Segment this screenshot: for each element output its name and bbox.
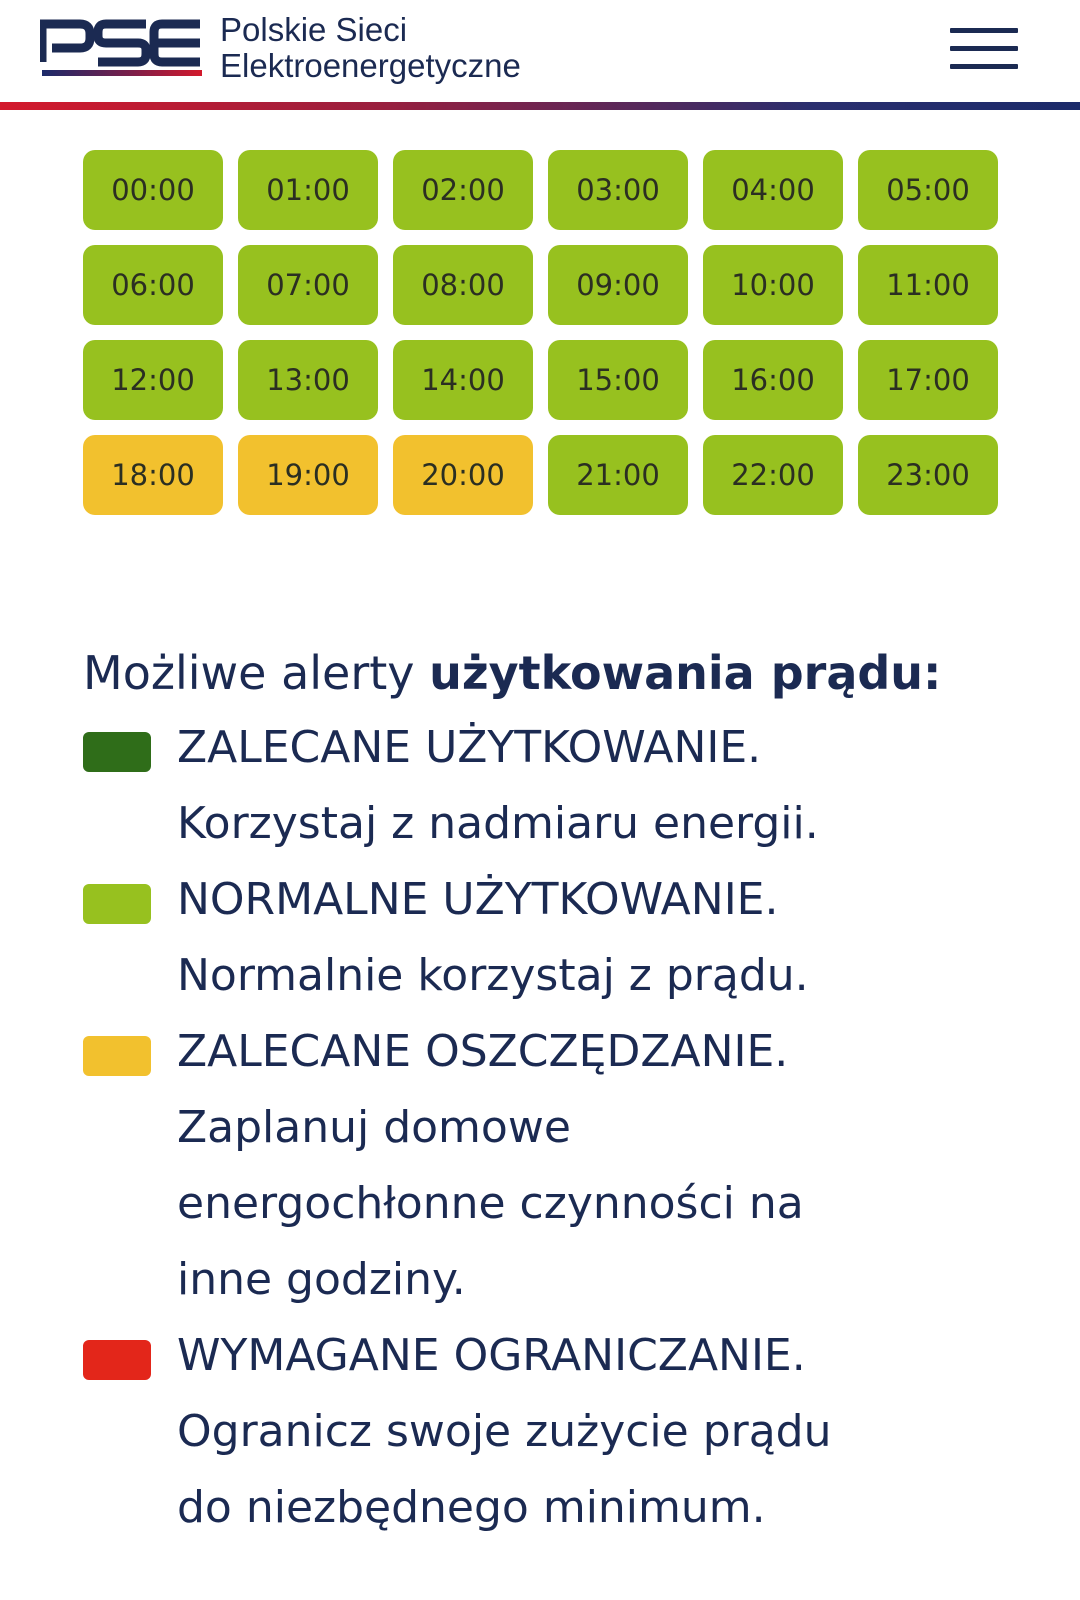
hour-tile[interactable]: 10:00 <box>703 245 843 325</box>
hour-tile[interactable]: 00:00 <box>83 150 223 230</box>
legend-title <box>83 640 1043 706</box>
hour-tile[interactable]: 15:00 <box>548 340 688 420</box>
hour-tile[interactable]: 20:00 <box>393 435 533 515</box>
legend-color-swatch <box>83 884 151 924</box>
hour-tile[interactable]: 19:00 <box>238 435 378 515</box>
legend-item-heading: ZALECANE OSZCZĘDZANIE. <box>177 1026 789 1077</box>
legend-title-bold: użytkowania prądu: <box>429 646 942 700</box>
legend-item-limit <box>83 1318 1043 1546</box>
hour-tile[interactable]: 13:00 <box>238 340 378 420</box>
hour-tile[interactable]: 14:00 <box>393 340 533 420</box>
legend-item-heading: ZALECANE UŻYTKOWANIE. <box>177 722 762 773</box>
hour-tile[interactable]: 11:00 <box>858 245 998 325</box>
legend-color-swatch <box>83 732 151 772</box>
hour-tile[interactable]: 08:00 <box>393 245 533 325</box>
legend-item-description: do niezbędnego minimum. <box>177 1482 766 1533</box>
brand-line-2: Elektroenergetyczne <box>220 47 521 84</box>
hour-tile[interactable]: 01:00 <box>238 150 378 230</box>
hourly-alert-grid <box>83 150 999 515</box>
hour-tile[interactable]: 04:00 <box>703 150 843 230</box>
header-gradient-stripe <box>0 102 1080 110</box>
brand-line-1: Polskie Sieci <box>220 11 408 48</box>
hamburger-menu-button[interactable] <box>950 26 1018 74</box>
hour-tile[interactable]: 05:00 <box>858 150 998 230</box>
hour-tile[interactable]: 09:00 <box>548 245 688 325</box>
legend-item-description: Zaplanuj domowe <box>177 1102 571 1153</box>
legend-item-saving <box>83 1014 1043 1318</box>
hour-tile[interactable]: 12:00 <box>83 340 223 420</box>
legend-title-regular: Możliwe alerty <box>83 646 430 700</box>
menu-bar <box>950 46 1018 51</box>
hour-tile[interactable]: 18:00 <box>83 435 223 515</box>
hour-tile[interactable]: 03:00 <box>548 150 688 230</box>
legend-color-swatch <box>83 1340 151 1380</box>
legend-item-recommended <box>83 710 1043 862</box>
pse-logo-mark <box>40 16 206 78</box>
legend-item-heading: NORMALNE UŻYTKOWANIE. <box>177 874 779 925</box>
hour-tile[interactable]: 06:00 <box>83 245 223 325</box>
hour-tile[interactable]: 22:00 <box>703 435 843 515</box>
legend-item-description: inne godziny. <box>177 1254 466 1305</box>
menu-bar <box>950 64 1018 69</box>
legend-item-description: Ogranicz swoje zużycie prądu <box>177 1406 832 1457</box>
alert-legend <box>83 640 1043 1546</box>
legend-item-description: Korzystaj z nadmiaru energii. <box>177 798 819 849</box>
hour-tile[interactable]: 23:00 <box>858 435 998 515</box>
hour-tile[interactable]: 02:00 <box>393 150 533 230</box>
menu-bar <box>950 28 1018 33</box>
pse-logo[interactable] <box>40 16 206 78</box>
hour-tile[interactable]: 17:00 <box>858 340 998 420</box>
legend-item-normal <box>83 862 1043 1014</box>
legend-color-swatch <box>83 1036 151 1076</box>
site-header <box>0 0 1080 104</box>
legend-items <box>83 710 1043 1546</box>
hour-tile[interactable]: 07:00 <box>238 245 378 325</box>
brand-name <box>220 12 521 84</box>
hour-tile[interactable]: 21:00 <box>548 435 688 515</box>
legend-item-description: Normalnie korzystaj z prądu. <box>177 950 809 1001</box>
legend-item-heading: WYMAGANE OGRANICZANIE. <box>177 1330 806 1381</box>
hour-tile[interactable]: 16:00 <box>703 340 843 420</box>
legend-item-description: energochłonne czynności na <box>177 1178 804 1229</box>
